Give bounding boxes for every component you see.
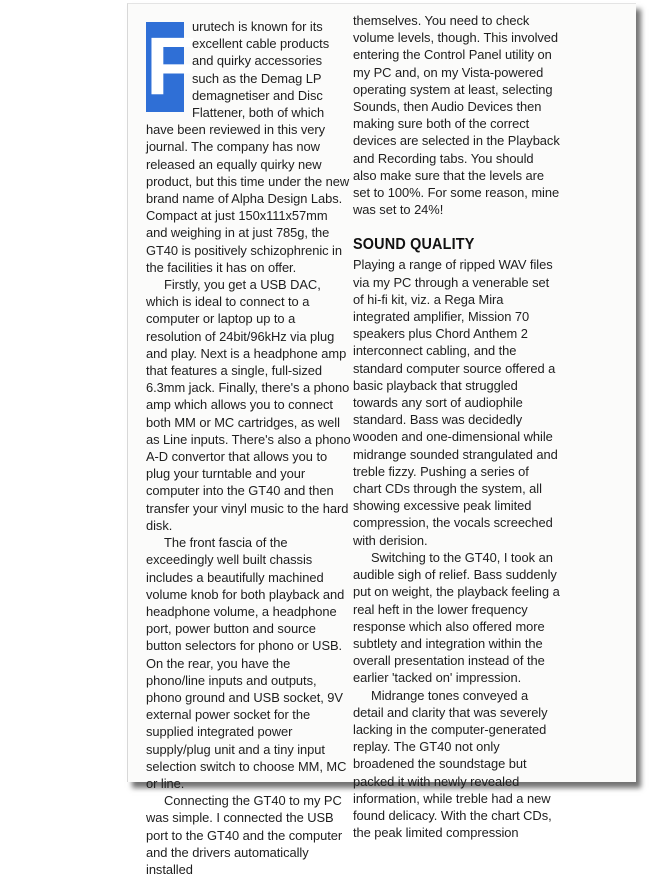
paragraph-8: Midrange tones conveyed a detail and clarity that was severely lacking in the computer-generated replay. The GT40 not only broadened the soundstage but packed it with newly revealed information, while treble had a new found delicacy. With the chart CDs, the peak limited compression: [353, 687, 552, 841]
paragraph-3: The front fascia of the exceedingly well built chassis includes a beautifully machined volume knob for both playback and headphone volume, a headphone port, power button and source button selectors for phono or USB. On the rear, you have the phono/line inputs and outputs, phono ground and USB socket, 9V external power socket for the supplied integrated power supply/plug unit and a tiny input selection switch to choose MM, MC or line.: [146, 535, 347, 791]
section-heading: SOUND QUALITY: [353, 236, 475, 254]
paragraph-1-text: urutech is known for its excellent cable products and quirky accessories such as the Demag LP demagnetiser and Disc Flattener, both of which have been reviewed in this very journal. The company has now released an equally quirky new product, but this time under the new brand name of Alpha Design Labs. Compact at just 150x111x57mm and weighing in at just 785g, the GT40 is positively schizophrenic in the facilities it has on offer.: [146, 19, 350, 275]
paragraph-1: [146, 18, 351, 276]
drop-cap: F: [146, 21, 197, 112]
paragraph-5: themselves. You need to check volume levels, though. This involved entering the Control Panel utility on my PC and, on my Vista-powered operating system at least, selecting Sounds, then Audio Devices then making sure both of the correct devices are selected in the Playback and Recording tabs. You should also make sure that the levels are set to 100%. For some reason, mine was set to 24%!: [353, 13, 560, 218]
paragraph-7: Switching to the GT40, I took an audible sigh of relief. Bass suddenly put on weight, the playback feeling a real heft in the lower frequency response which also offered more subtlety and integration within the overall presentation instead of the earlier 'tacked on' impression.: [353, 549, 560, 686]
paragraph-6: Playing a range of ripped WAV files via my PC through a venerable set of hi-fi kit, viz. a Rega Mira integrated amplifier, Mission 70 speakers plus Chord Anthem 2 interconnect cabling, and the standard computer source offered a basic playback that struggled towards any sort of audiophile standard. Bass was decidedly wooden and one-dimensional while midrange sounded strangulated and treble fizzy. Pushing a series of chart CDs through the system, all showing excessive peak limited compression, the vocals screeched with derision.: [353, 257, 558, 548]
paragraph-2: Firstly, you get a USB DAC, which is ideal to connect to a computer or laptop up to a resolution of 24bit/96kHz via plug and play. Next is a headphone amp that features a single, full-sized 6.3mm jack. Finally, there's a phono amp which allows you to connect both MM or MC cartridges, as well as Line inputs. There's also a phono A-D convertor that allows you to plug your turntable and your computer into the GT40 and then transfer your vinyl music to the hard disk.: [146, 277, 351, 533]
left-column: [146, 18, 351, 878]
paragraph-4: Connecting the GT40 to my PC was simple. I connected the USB port to the GT40 and the computer and the drivers automatically installed: [146, 793, 343, 877]
right-column: [353, 12, 560, 841]
magazine-page: [127, 3, 636, 877]
